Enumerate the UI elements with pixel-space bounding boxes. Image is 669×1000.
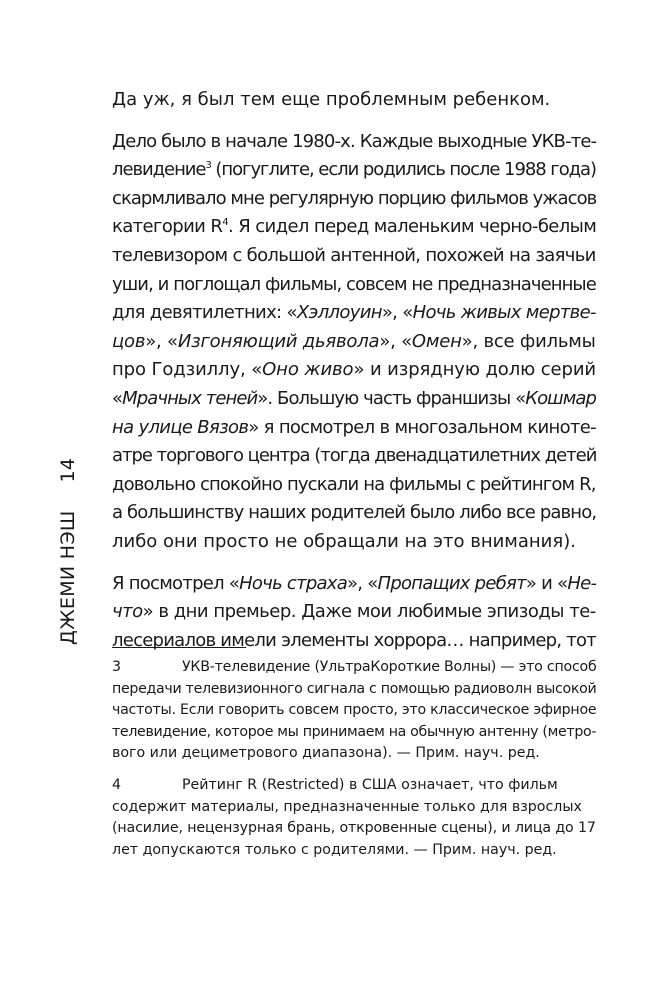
text-line: а большинству наших родителей было либо все равно, xyxy=(112,502,597,524)
footnotes xyxy=(112,657,596,871)
text-line: что» в дни премьер. Даже мои любимые эпизоды те- xyxy=(112,601,596,623)
text-line: лесериалов имели элементы хоррора… например, тот xyxy=(112,629,597,651)
paragraph-1: Да уж, я был тем еще проблемным ребенком. xyxy=(112,89,551,110)
text-line: категории $R^4$. Я сидел перед маленьким черно-белым xyxy=(112,216,597,238)
footnote-4 xyxy=(112,775,596,861)
footnote-ref-3: 3 xyxy=(205,160,211,172)
text-line: левидение$^3$ (погуглите, если родились после 1988 года) xyxy=(112,159,596,181)
footnote-line: лет допускаются только с родителями. — Прим. науч. ред. xyxy=(112,841,557,858)
footnote-line: (насилие, нецензурная брань, откровенные сцены), и лица до 17 xyxy=(112,820,596,837)
footnote-line: содержит материалы, предназначенные только для взрослых xyxy=(112,798,582,815)
text-line: на улице Вязов» я посмотрел в многозальном киноте- xyxy=(112,416,596,438)
paragraph-3 xyxy=(112,570,596,656)
text-line: для девятилетних: «Хэллоуин», «Ночь живых мертве- xyxy=(112,302,596,324)
page-number: 14 xyxy=(57,457,79,483)
footnote-ref-4: 4 xyxy=(222,217,229,229)
text-line: про Годзиллу, «Оно живо» и изрядную долю серий xyxy=(112,359,597,381)
body-text xyxy=(112,86,596,655)
text-line: либо они просто не обращали на это внимания). xyxy=(112,530,576,552)
text-line: довольно спокойно пускали на фильмы с рейтингом R, xyxy=(112,473,596,495)
text-line: скармливало мне регулярную порцию фильмов ужасов xyxy=(112,187,597,209)
footnote-number: 4 xyxy=(112,776,122,793)
paragraph-2 xyxy=(112,128,596,557)
footnote-line: передачи телевизионного сигнала с помощью радиоволн высокой xyxy=(112,680,597,697)
text-line: «Мрачных теней». Большую часть франшизы «Кошмар xyxy=(112,387,597,409)
text-line: Я посмотрел «Ночь страха», «Пропащих ребят» и «Не- xyxy=(112,572,597,594)
text-line: атре торгового центра (тогда двенадцатилетних детей xyxy=(112,445,597,467)
footnote-separator xyxy=(112,647,246,648)
text-line: уши, и поглощал фильмы, совсем не предназначенные xyxy=(112,273,596,295)
footnote-line: вого или дециметрового диапазона). — Прим. науч. ред. xyxy=(112,745,540,762)
footnote-line: телевидение, которое мы принимаем на обычную антенну (метро- xyxy=(112,723,597,740)
text-line: Дело было в начале 1980-х. Каждые выходные УКВ-те- xyxy=(112,130,597,152)
footnote-line: УКВ-телевидение (УльтраКороткие Волны) — это способ xyxy=(182,659,597,675)
text-line: цов», «Изгоняющий дьявола», «Омен», все фильмы xyxy=(112,330,596,352)
running-head-author: ДЖЕМИ НЭШ xyxy=(57,510,79,645)
text-line: телевизором с большой антенной, похожей на заячьи xyxy=(112,244,596,266)
footnote-line: частоты. Если говорить совсем просто, это классическое эфирное xyxy=(112,702,597,719)
footnote-3 xyxy=(112,657,596,765)
running-head xyxy=(48,385,88,645)
footnote-line: Рейтинг R (Restricted) в США означает, что фильм xyxy=(182,776,558,793)
footnote-number: 3 xyxy=(112,659,122,675)
